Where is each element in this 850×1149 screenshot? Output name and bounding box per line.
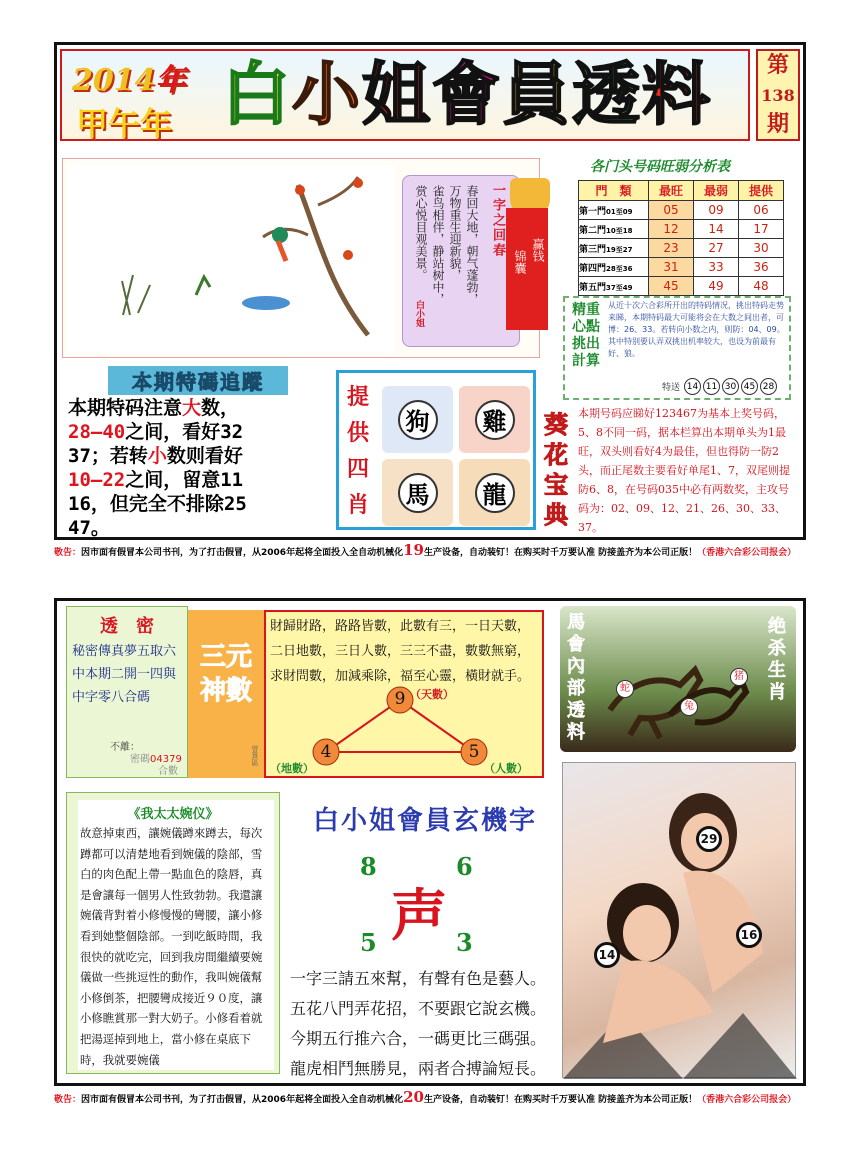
secret-buli: 不離：	[110, 742, 140, 753]
idiom-poem-line-1: 春回大地，朝气蓬勃，	[465, 185, 479, 305]
baodian-label	[540, 410, 572, 530]
tesong-ball: 30	[722, 378, 739, 395]
col-header-max: 最旺	[649, 181, 694, 201]
node-earth-label: （地數）	[270, 762, 314, 775]
track-text: 本期特码注意	[68, 397, 183, 419]
horse-right-char: 肖	[768, 682, 786, 703]
zodiac-horse-label: 馬	[398, 473, 438, 513]
horse-left-char: 馬	[567, 612, 585, 633]
table-row	[579, 277, 784, 296]
issue-prefix: 第	[766, 53, 789, 78]
zodiac-rooster-label: 雞	[475, 400, 515, 440]
bird-branch-svg	[68, 165, 394, 353]
tesong-ball: 14	[684, 378, 701, 395]
title-char-3: 姐	[362, 56, 431, 135]
zodiac-grid	[382, 386, 530, 526]
track-lines	[68, 396, 338, 540]
jingxin-label	[568, 302, 604, 370]
xuanji-num-tr: 6	[456, 852, 473, 881]
idiom-poem-line-3: 雀鸟相伴，静站树中，	[431, 185, 445, 305]
idiom-poem	[412, 185, 480, 305]
baodian-label-char: 花	[544, 441, 568, 469]
bag-left-label: 锦囊	[513, 250, 527, 274]
tesong-label: 特送	[662, 383, 681, 393]
sanyuan-label-char: 神	[199, 676, 226, 706]
horse-left-char: 部	[567, 678, 585, 699]
horse-right-char: 绝	[768, 616, 786, 637]
horse-left-char: 料	[567, 722, 585, 743]
horse-right-label	[764, 616, 790, 704]
xuanji-num-tl: 8	[360, 852, 377, 881]
xuanji-poem-line-4: 龍虎相鬥無勝見，兩者合搏論短長。	[290, 1059, 547, 1078]
zone-table	[578, 180, 784, 296]
tesong-ball: 45	[741, 378, 758, 395]
jingxin-label-char: 心	[572, 319, 586, 335]
zone-min: 27	[694, 239, 739, 258]
photo-ball-c: 16	[736, 922, 762, 948]
ball-pig: 猪	[730, 668, 748, 686]
title-char-1: 白	[222, 56, 291, 135]
header-banner	[60, 49, 750, 141]
xuanji-poem-line-3: 今期五行推六合，一碼更比三碼强。	[290, 1029, 547, 1048]
sixiao-label	[344, 380, 372, 524]
zone-max: 23	[649, 239, 694, 258]
tesong-ball: 11	[703, 378, 720, 395]
footer-org: （香港六合彩公司报会）	[697, 548, 797, 558]
zone-max: 05	[649, 201, 694, 220]
table-row	[579, 201, 784, 220]
zone-provide: 36	[739, 258, 784, 277]
col-header-category: 門 類	[579, 181, 649, 201]
zone-max: 45	[649, 277, 694, 296]
jingxin-label-char: 出	[586, 336, 600, 352]
secret-code-label: 密碼	[130, 754, 150, 765]
jingxin-label-char: 點	[586, 319, 600, 335]
year-number: 2014	[72, 63, 156, 98]
track-line-2	[68, 420, 338, 444]
zone-min: 09	[694, 201, 739, 220]
footer-page-number: 19	[403, 541, 424, 559]
title-char-5: 員	[502, 56, 571, 135]
zone-provide: 48	[739, 277, 784, 296]
track-line-4	[68, 468, 338, 492]
track-text: 10—22	[68, 469, 126, 491]
zone-table-title: 各门头号码旺弱分析表	[590, 159, 730, 175]
footer-page-number: 20	[403, 1088, 424, 1106]
zone-name: 第四門	[579, 263, 607, 274]
bag-right-label: 赢钱	[531, 238, 545, 262]
secret-title: 透 密	[100, 616, 154, 637]
triangle-edge	[326, 700, 400, 752]
jingxin-label-char: 計	[572, 353, 586, 369]
col-header-provide: 提供	[739, 181, 784, 201]
sixiao-label-char: 四	[346, 457, 369, 482]
sixiao-label-char: 供	[346, 421, 369, 446]
zone-min: 49	[694, 277, 739, 296]
track-text: 28—40	[68, 421, 126, 443]
jingxin-label-char: 挑	[572, 336, 586, 352]
sanyuan-label-char: 數	[226, 676, 253, 706]
issue-number: 138	[761, 86, 795, 105]
story-text: 故意掉東西，讓婉儀蹲來蹲去，每次蹲都可以清楚地看到婉儀的陰部，雪白的肉色配上帶一點血色的陰唇，真是會讓每一個男人性致勃勃。我還讓婉儀背對着小修慢慢的彎腰，讓小修看到她整個陰部。一到吃飯時間，我很快的就吃完，回到我房間繼續要婉儀做一些挑逗性的動作，我叫婉儀幫小修倒茶，把腰彎成接近９０度，讓小修瞧賞那一對大奶子。小修看着就把湯逕掉到地上，當小修在桌底下時，我就要婉儀	[80, 826, 263, 1067]
zone-range: 19至27	[606, 245, 633, 254]
footer-warn: 敬告：	[54, 548, 82, 558]
footer-notice-1	[54, 541, 806, 559]
baodian-label-char: 典	[544, 501, 568, 529]
story-title: 《我太太婉仪》	[127, 807, 219, 822]
sanyuan-side: 曾算區	[251, 745, 259, 766]
bird-painting	[68, 165, 394, 353]
zodiac-dragon-label: 龍	[475, 473, 515, 513]
idiom-poem-line-4: 赏心悦目观美景。	[414, 185, 428, 281]
horse-left-label	[564, 612, 588, 744]
header-title	[222, 57, 710, 135]
table-row	[579, 220, 784, 239]
zone-name: 第五門	[579, 282, 607, 293]
sanyuan-label	[190, 640, 262, 708]
xuanji-char: 声	[391, 884, 447, 949]
zone-range: 28至36	[606, 264, 633, 273]
track-text: 小	[147, 445, 167, 467]
header-jiawu: 甲午年	[76, 105, 173, 143]
xuanji-poem-line-2: 五花八門弄花招，不要跟它說玄機。	[290, 999, 547, 1018]
jingxin-label-char: 算	[586, 353, 600, 369]
zone-name: 第二門	[579, 225, 607, 236]
zodiac-dog-label: 狗	[398, 400, 438, 440]
sanyuan-label-char: 三	[199, 642, 226, 672]
footer-text-2: 生产设备，自动装钉！在购买时千万要认准 防接盖齐为本公司正版！	[423, 548, 698, 558]
track-text: 16，但完全不排除25	[68, 493, 247, 515]
zone-min: 14	[694, 220, 739, 239]
track-text: 数，	[201, 397, 240, 419]
node-earth-num: 4	[320, 742, 332, 762]
track-text: 之间，留意11	[125, 469, 244, 491]
idiom-side: 白小姐	[414, 300, 424, 327]
table-row	[579, 239, 784, 258]
footer-notice-2	[54, 1088, 806, 1106]
node-sky-label: （天數）	[410, 688, 454, 701]
jingxin-label-char: 精	[572, 302, 586, 318]
title-char-2: 小	[292, 56, 361, 135]
horse-left-char: 會	[567, 634, 585, 655]
header-year	[72, 55, 186, 99]
node-sky-num: 9	[394, 689, 406, 709]
zone-range: 10至18	[606, 226, 633, 235]
node-man-num: 5	[468, 742, 480, 762]
xuanji-num-br: 3	[456, 928, 473, 957]
zodiac-dragon	[459, 459, 530, 526]
tesong-ball: 28	[760, 378, 777, 395]
footer-text-2: 生产设备，自动装钉！在购买时千万要认准 防接盖齐为本公司正版！	[423, 1095, 698, 1105]
track-text: 数则看好	[166, 445, 243, 467]
jingxin-text: 从近十次六合彩所开出的特码情况，挑出特码走势来睇，本期特码最大可能将会在大数之间出者，可博：26、33。若转向小数之内，则防：04、09。其中特别要认弄双挑出机率较大，也设为前最有好、狼。	[608, 301, 785, 358]
tesong-row	[662, 378, 777, 395]
track-text: 37；若转	[68, 445, 148, 467]
xuanji-title: 白小姐會員玄機字	[312, 806, 537, 836]
jingxin-label-char: 重	[586, 302, 600, 318]
horse-right-char: 生	[768, 660, 786, 681]
track-title: 本期特碼追蹤	[108, 366, 288, 395]
model-photo-svg	[563, 763, 797, 1079]
secret-text: 秘密傳真夢五取六中本期二開一四與中字零八合碼	[72, 644, 177, 705]
xuanji-num-bl: 5	[360, 928, 377, 957]
zodiac-horse	[382, 459, 453, 526]
zodiac-rooster	[459, 386, 530, 453]
track-line-5	[68, 492, 338, 516]
track-line-1	[68, 396, 338, 420]
footer-text: 因市面有假冒本公司书刊，为了打击假冒，从2006年起将全面投入全自动机械化	[81, 548, 404, 558]
title-char-7: 料	[642, 56, 711, 135]
idiom-title: 一字之回春	[490, 183, 505, 258]
model-photo	[562, 762, 796, 1078]
col-header-min: 最弱	[694, 181, 739, 201]
track-text: 之间，看好32	[125, 421, 244, 443]
photo-ball-b: 14	[594, 942, 620, 968]
track-line-6	[68, 516, 338, 540]
xuanji-poem	[290, 964, 560, 1084]
photo-ball-a: 29	[696, 826, 722, 852]
baodian-label-char: 葵	[544, 411, 568, 439]
sixiao-label-char: 肖	[346, 493, 369, 518]
sanyuan-label-char: 元	[226, 642, 253, 672]
track-text: 大	[182, 397, 202, 419]
footer-org: （香港六合彩公司报会）	[697, 1095, 797, 1105]
zodiac-dog	[382, 386, 453, 453]
year-char: 年	[155, 63, 186, 98]
issue-suffix: 期	[766, 112, 789, 137]
ball-snake: 蛇	[616, 680, 634, 698]
horse-right-char: 杀	[768, 638, 786, 659]
ball-rabbit: 兔	[680, 698, 698, 716]
title-char-6: 透	[572, 56, 641, 135]
table-row	[579, 258, 784, 277]
secret-code: 04379	[150, 754, 182, 765]
sixiao-label-char: 提	[346, 385, 369, 410]
footer-text: 因市面有假冒本公司书刊，为了打击假冒，从2006年起将全面投入全自动机械化	[81, 1095, 404, 1105]
zone-name: 第一門	[579, 206, 607, 217]
zone-provide: 06	[739, 201, 784, 220]
track-line-3	[68, 444, 338, 468]
baodian-label-char: 宝	[544, 471, 568, 499]
zone-name: 第三門	[579, 244, 607, 255]
zone-min: 33	[694, 258, 739, 277]
baodian-text: 本期号码应睇好123467为基本上奖号码，5、8不同一码，据本栏算出本期单头为1最旺，双头则看好4为最佳，但也得防一防2头，而正尾数主要看好单尾1、7，双尾则提防6、8，在号码035中必有两数奖，主攻号码为：02、09、12、21、26、30、33、37。	[578, 407, 790, 534]
horse-left-char: 透	[567, 700, 585, 721]
issue-box	[756, 49, 800, 141]
footer-warn: 敬告：	[54, 1095, 82, 1105]
sanyuan-text: 財歸財路，路路皆數，此數有三，一日天數，二日地數，三日人數，三三不盡，數數無窮，求財問數，加減乘除，福至心靈，橫財就手。	[270, 619, 531, 684]
zone-range: 37至49	[606, 283, 633, 292]
xuanji-poem-line-1: 一字三請五來幫，有聲有色是藝人。	[290, 969, 547, 988]
title-char-4: 會	[432, 56, 501, 135]
track-text: 47。	[68, 517, 110, 539]
triangle-edge	[400, 700, 474, 752]
node-man-label: （人數）	[484, 762, 528, 775]
idiom-poem-line-2: 万物重生迎新貌，	[448, 185, 462, 281]
zone-provide: 30	[739, 239, 784, 258]
zone-provide: 17	[739, 220, 784, 239]
zone-max: 31	[649, 258, 694, 277]
zone-range: 01至09	[606, 207, 633, 216]
zone-max: 12	[649, 220, 694, 239]
horse-left-char: 內	[567, 656, 585, 677]
secret-heshu: 合數	[158, 766, 178, 777]
